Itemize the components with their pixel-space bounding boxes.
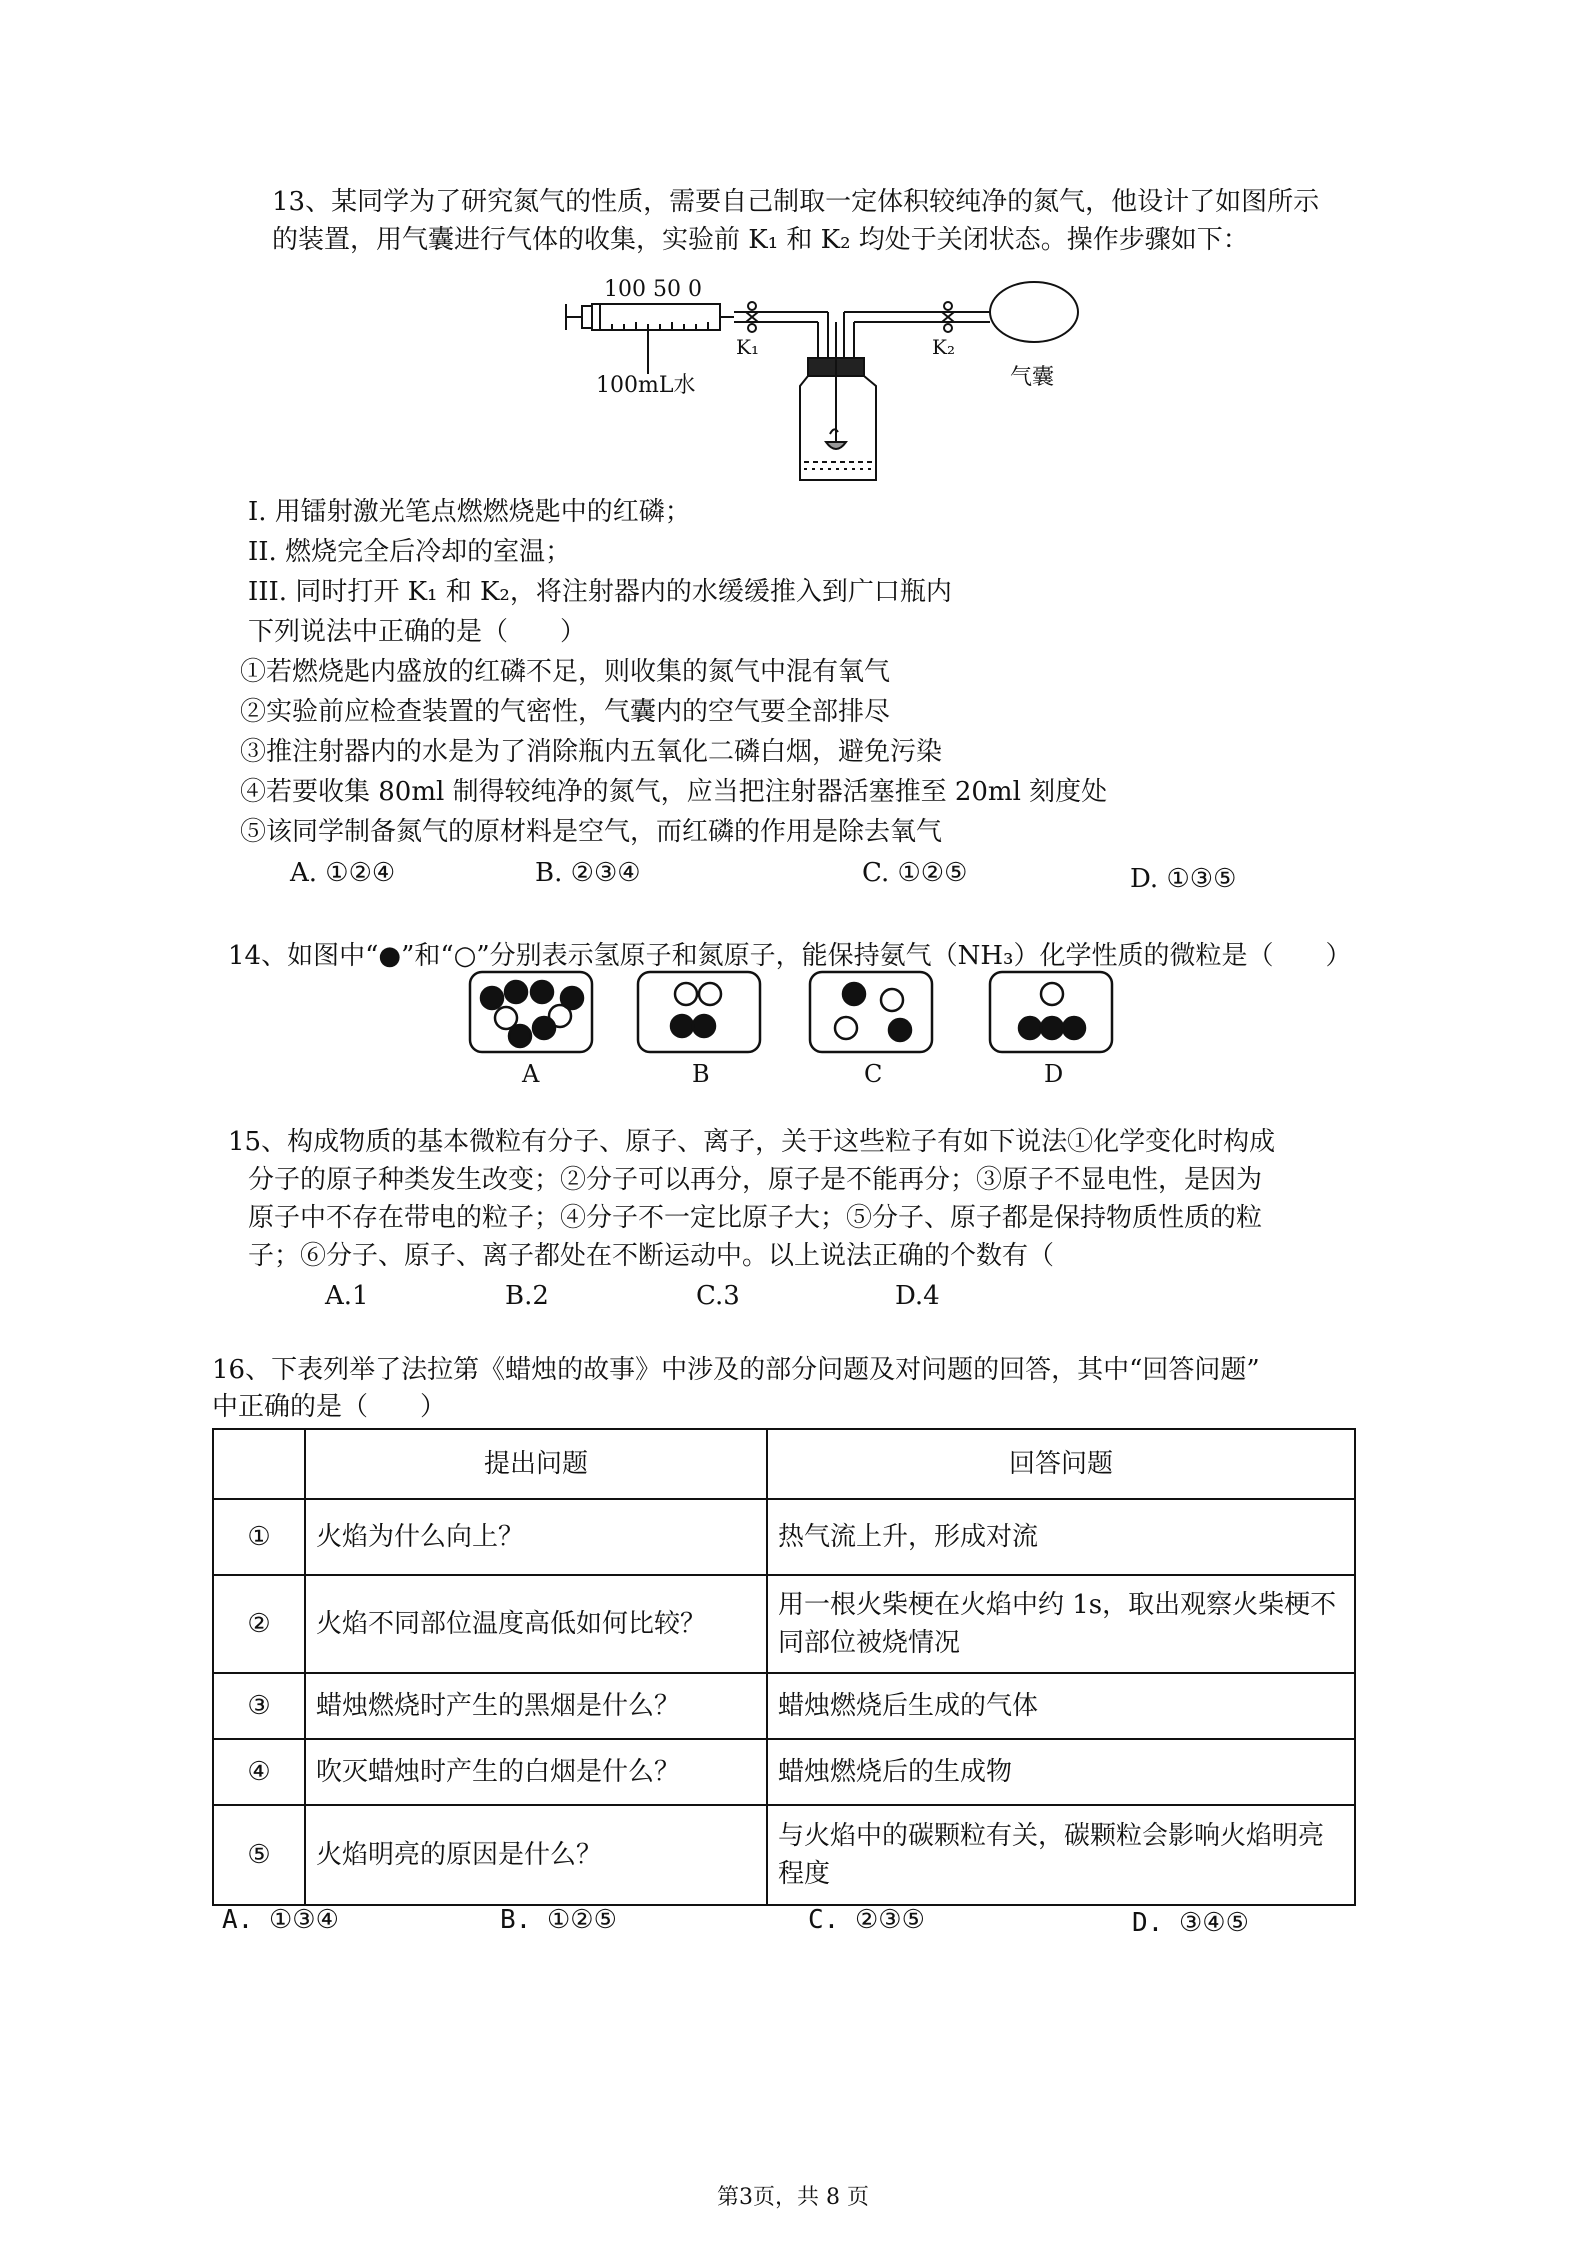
q13-option-d: D. ①③⑤ [1130, 864, 1237, 894]
q13-option-a: A. ①②④ [290, 858, 396, 888]
q13-statement-5: ⑤该同学制备氮气的原材料是空气，而红磷的作用是除去氧气 [240, 817, 943, 847]
syringe [566, 304, 734, 374]
row-question: 吹灭蜡烛时产生的白烟是什么？ [305, 1739, 767, 1805]
row-number: ① [213, 1499, 305, 1575]
syringe-scale-label: 100 50 0 [604, 277, 702, 302]
q15-line-2: 分子的原子种类发生改变；②分子可以再分，原子是不能再分；③原子不显电性，是因为 [248, 1165, 1263, 1195]
q15-line-3: 原子中不存在带电的粒子；④分子不一定比原子大；⑤分子、原子都是保持物质性质的粒 [248, 1203, 1263, 1233]
row-number: ⑤ [213, 1805, 305, 1905]
q15-option-b: B.2 [505, 1281, 549, 1311]
q13-statement-1: ①若燃烧匙内盛放的红磷不足，则收集的氮气中混有氧气 [240, 657, 891, 687]
row-question: 火焰不同部位温度高低如何比较？ [305, 1575, 767, 1673]
q16-option-c: C. ②③⑤ [808, 1905, 925, 1935]
row-number: ② [213, 1575, 305, 1673]
table-row [213, 1499, 1355, 1575]
row-number: ④ [213, 1739, 305, 1805]
table-header-question: 提出问题 [305, 1429, 767, 1499]
q16-question-table [212, 1428, 1356, 1906]
q13-option-b: B. ②③④ [535, 858, 641, 888]
q13-apparatus-diagram [560, 262, 1120, 487]
particle-label-b: B [692, 1060, 710, 1085]
q13-line-1: 13、某同学为了研究氮气的性质，需要自己制取一定体积较纯净的氮气，他设计了如图所示 [272, 187, 1320, 217]
row-question: 火焰明亮的原因是什么？ [305, 1805, 767, 1905]
q14-particle-options [460, 960, 1140, 1085]
q16-option-d: D. ③④⑤ [1132, 1908, 1249, 1938]
particle-box-c [810, 972, 932, 1052]
q13-step-2: II. 燃烧完全后冷却的室温； [248, 537, 572, 567]
q13-step-1: I. 用镭射激光笔点燃燃烧匙中的红磷； [248, 497, 691, 527]
particle-label-c: C [864, 1060, 883, 1085]
q16-line-2: 中正确的是（ ） [212, 1392, 447, 1422]
k1-label: K₁ [736, 335, 759, 359]
table-row [213, 1575, 1355, 1673]
gas-bag-label: 气囊 [1010, 365, 1055, 390]
q13-step-3: III. 同时打开 K₁ 和 K₂，将注射器内的水缓缓推入到广口瓶内 [248, 577, 952, 607]
particle-box-a [470, 972, 592, 1052]
clamp-k2 [942, 302, 954, 332]
row-answer: 热气流上升，形成对流 [767, 1499, 1355, 1575]
row-number: ③ [213, 1673, 305, 1739]
q15-option-d: D.4 [895, 1281, 940, 1311]
table-row [213, 1739, 1355, 1805]
table-header-num [213, 1429, 305, 1499]
gas-bag [990, 282, 1078, 342]
water-label: 100mL水 [596, 373, 696, 398]
table-row [213, 1805, 1355, 1905]
particle-label-d: D [1044, 1060, 1064, 1085]
wide-mouth-bottle [800, 322, 876, 480]
q16-line-1: 16、下表列举了法拉第《蜡烛的故事》中涉及的部分问题及对问题的回答，其中“回答问题” [212, 1355, 1260, 1385]
q13-option-c: C. ①②⑤ [862, 858, 968, 888]
q16-option-a: A. ①③④ [222, 1905, 339, 1935]
row-answer: 蜡烛燃烧后生成的气体 [767, 1673, 1355, 1739]
table-header-answer: 回答问题 [767, 1429, 1355, 1499]
row-answer: 用一根火柴梗在火焰中约 1s，取出观察火柴梗不同部位被烧情况 [767, 1575, 1355, 1673]
row-answer: 蜡烛燃烧后的生成物 [767, 1739, 1355, 1805]
particle-box-b [638, 972, 760, 1052]
row-answer: 与火焰中的碳颗粒有关，碳颗粒会影响火焰明亮程度 [767, 1805, 1355, 1905]
page-footer: 第3页，共 8 页 [717, 2185, 869, 2210]
q13-statement-2: ②实验前应检查装置的气密性，气囊内的空气要全部排尽 [240, 697, 891, 727]
q13-line-2: 的装置，用气囊进行气体的收集，实验前 K₁ 和 K₂ 均处于关闭状态。操作步骤如下： [272, 225, 1249, 255]
right-tubing [844, 312, 990, 358]
table-header-row [213, 1429, 1355, 1499]
row-question: 火焰为什么向上？ [305, 1499, 767, 1575]
q16-option-b: B. ①②⑤ [500, 1905, 617, 1935]
q15-option-a: A.1 [325, 1281, 369, 1311]
q13-prompt: 下列说法中正确的是（ ） [248, 617, 587, 647]
clamp-k1 [746, 302, 758, 332]
q13-statement-3: ③推注射器内的水是为了消除瓶内五氧化二磷白烟，避免污染 [240, 737, 943, 767]
row-question: 蜡烛燃烧时产生的黑烟是什么？ [305, 1673, 767, 1739]
q15-option-c: C.3 [696, 1281, 740, 1311]
particle-label-a: A [522, 1060, 540, 1085]
k2-label: K₂ [932, 335, 955, 359]
q15-line-1: 15、构成物质的基本微粒有分子、原子、离子，关于这些粒子有如下说法①化学变化时构成 [228, 1127, 1276, 1157]
table-row [213, 1673, 1355, 1739]
particle-box-d [990, 972, 1112, 1052]
q15-line-4: 子；⑥分子、原子、离子都处在不断运动中。以上说法正确的个数有（ [248, 1241, 1055, 1271]
q14-text: 14、如图中“●”和“○”分别表示氢原子和氮原子，能保持氨气（NH₃）化学性质的微粒是（ ） [228, 941, 1352, 971]
q13-statement-4: ④若要收集 80ml 制得较纯净的氮气，应当把注射器活塞推至 20ml 刻度处 [240, 777, 1108, 807]
